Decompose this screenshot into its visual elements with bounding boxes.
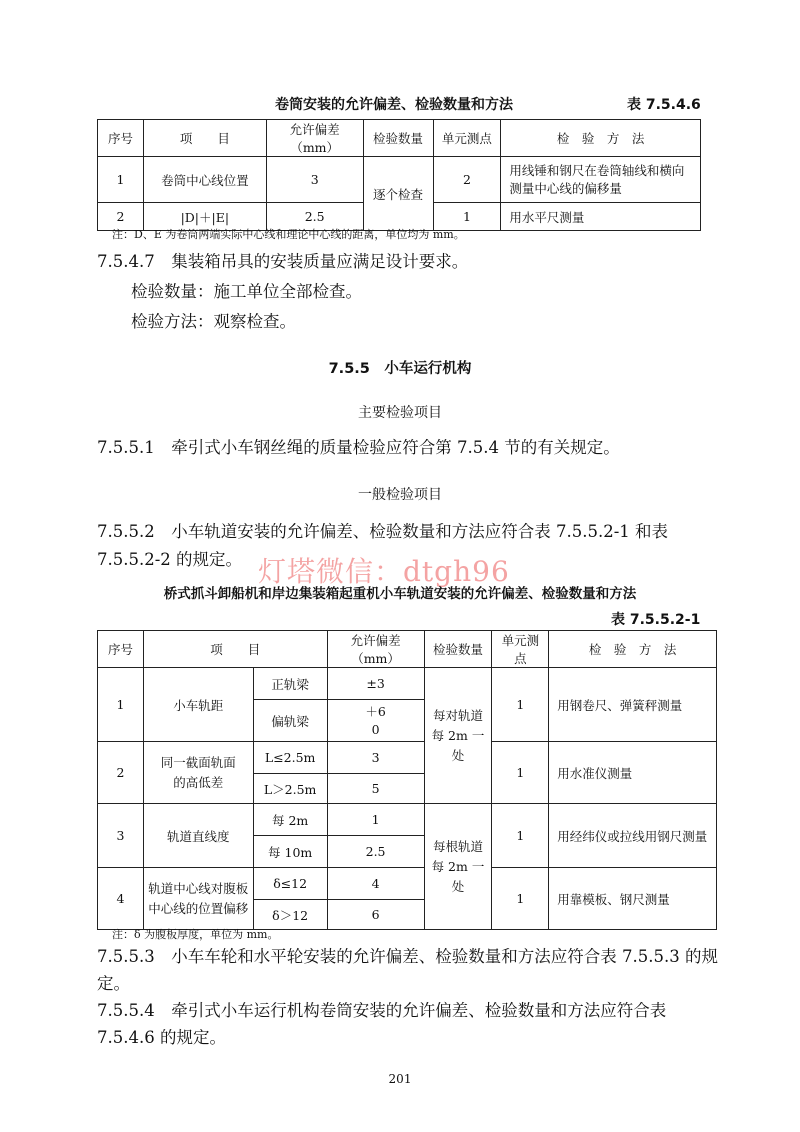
item-line2: 中心线的位置偏移 <box>148 900 249 916</box>
table1 <box>97 119 701 231</box>
cell-no: 3 <box>98 804 144 868</box>
cell-no: 1 <box>98 157 144 203</box>
cell-tolerance: 3 <box>266 157 363 203</box>
cell-quantity-merged-a <box>424 668 492 804</box>
table2-caption: 桥式抓斗卸船机和岸边集装箱起重机小车轨道安装的允许偏差、检验数量和方法 <box>163 586 637 602</box>
cell-method: 用水平尺测量 <box>501 203 701 231</box>
main-items-heading: 主要检验项目 <box>358 405 442 421</box>
clause-7554-line1: 7.5.5.4 牵引式小车运行机构卷筒安装的允许偏差、检验数量和方法应符合表 <box>97 1001 667 1020</box>
cell-item: 轨道直线度 <box>143 804 253 868</box>
general-items-heading: 一般检验项目 <box>358 487 442 503</box>
table2-header-row <box>98 631 717 668</box>
cell-points: 1 <box>492 668 549 742</box>
cell-tolerance <box>327 700 424 742</box>
table2-number: 表 7.5.5.2-1 <box>611 612 701 628</box>
cell-subitem: 正轨梁 <box>253 668 327 700</box>
cell-tolerance: ±3 <box>327 668 424 700</box>
cell-method: 用钢卷尺、弹簧秤测量 <box>549 668 717 742</box>
table-row <box>98 157 701 203</box>
table1-header-row <box>98 120 701 157</box>
table2 <box>97 630 717 930</box>
header-quantity: 检验数量 <box>424 631 492 668</box>
table-row <box>98 804 717 836</box>
cell-method: 用经纬仪或拉线用钢尺测量 <box>549 804 717 868</box>
cell-method: 用线锤和钢尺在卷筒轴线和横向测量中心线的偏移量 <box>501 157 701 203</box>
cell-method: 用水准仪测量 <box>549 742 717 804</box>
header-no: 序号 <box>98 631 144 668</box>
cell-quantity-merged: 逐个检查 <box>363 157 433 231</box>
header-no: 序号 <box>98 120 144 157</box>
cell-item <box>143 742 253 804</box>
qty-a-line2: 每 2m 一处 <box>431 727 485 763</box>
cell-points: 1 <box>492 804 549 868</box>
cell-tolerance: 1 <box>327 804 424 836</box>
clause-7552-line2: 7.5.5.2-2 的规定。 <box>97 550 243 569</box>
item-line2: 的高低差 <box>173 774 224 790</box>
header-tolerance: 允许偏差（mm） <box>327 631 424 668</box>
qty-b-line2: 每 2m 一处 <box>431 858 485 894</box>
cell-item: |D|＋|E| <box>143 203 266 231</box>
table-row <box>98 668 717 700</box>
table1-caption: 卷筒安装的允许偏差、检验数量和方法 <box>275 97 513 113</box>
tolerance-upper: ＋6 <box>365 703 386 719</box>
cell-no: 2 <box>98 742 144 804</box>
table2-note: 注：δ 为腹板厚度，单位为 mm。 <box>112 928 279 941</box>
item-line1: 同一截面轨面 <box>160 754 236 770</box>
cell-subitem: 每 10m <box>253 836 327 868</box>
table-row <box>98 742 717 774</box>
clause-7553-line2: 定。 <box>97 974 130 993</box>
item-line1: 轨道中心线对腹板 <box>148 880 249 896</box>
qty-b-line1: 每根轨道 <box>432 838 483 854</box>
cell-tolerance: 2.5 <box>266 203 363 231</box>
cell-no: 1 <box>98 668 144 742</box>
clause-7551: 7.5.5.1 牵引式小车钢丝绳的质量检验应符合第 7.5.4 节的有关规定。 <box>97 438 620 457</box>
qty-a-line1: 每对轨道 <box>432 707 483 723</box>
cell-no: 4 <box>98 868 144 930</box>
cell-tolerance: 4 <box>327 868 424 900</box>
header-item: 项 目 <box>143 120 266 157</box>
clause-7547-qty: 检验数量：施工单位全部检查。 <box>131 282 362 301</box>
header-method: 检 验 方 法 <box>549 631 717 668</box>
cell-points: 1 <box>492 742 549 804</box>
cell-subitem: δ≤12 <box>253 868 327 900</box>
cell-item: 小车轨距 <box>143 668 253 742</box>
page-number: 201 <box>388 1072 412 1086</box>
cell-item <box>143 868 253 930</box>
header-tolerance: 允许偏差（mm） <box>266 120 363 157</box>
cell-item: 卷筒中心线位置 <box>143 157 266 203</box>
clause-7547-method: 检验方法：观察检查。 <box>131 312 296 331</box>
cell-subitem: L≤2.5m <box>253 742 327 774</box>
cell-points: 1 <box>433 203 501 231</box>
cell-tolerance: 5 <box>327 774 424 804</box>
cell-subitem: L＞2.5m <box>253 774 327 804</box>
header-item: 项 目 <box>143 631 327 668</box>
cell-subitem: 每 2m <box>253 804 327 836</box>
table1-note: 注：D、E 为卷筒两端实际中心线和理论中心线的距离，单位均为 mm。 <box>112 228 465 241</box>
section-title: 7.5.5 小车运行机构 <box>328 361 472 377</box>
clause-7547: 7.5.4.7 集装箱吊具的安装质量应满足设计要求。 <box>97 252 469 271</box>
cell-method: 用靠模板、钢尺测量 <box>549 868 717 930</box>
header-points: 单元测点 <box>492 631 549 668</box>
watermark: 灯塔微信：dtgh96 <box>258 555 510 588</box>
table1-number: 表 7.5.4.6 <box>627 97 701 113</box>
cell-no: 2 <box>98 203 144 231</box>
header-method: 检 验 方 法 <box>501 120 701 157</box>
cell-points: 2 <box>433 157 501 203</box>
clause-7552-line1: 7.5.5.2 小车轨道安装的允许偏差、检验数量和方法应符合表 7.5.5.2-1 和表 <box>97 522 669 541</box>
cell-subitem: δ＞12 <box>253 900 327 930</box>
clause-7553-line1: 7.5.5.3 小车车轮和水平轮安装的允许偏差、检验数量和方法应符合表 7.5.5.3 的规 <box>97 947 718 966</box>
clause-7554-line2: 7.5.4.6 的规定。 <box>97 1028 226 1047</box>
header-quantity: 检验数量 <box>363 120 433 157</box>
cell-quantity-merged-b <box>424 804 492 930</box>
header-points: 单元测点 <box>433 120 501 157</box>
cell-subitem: 偏轨梁 <box>253 700 327 742</box>
tolerance-lower: 0 <box>371 721 380 737</box>
table-row <box>98 868 717 900</box>
cell-tolerance: 2.5 <box>327 836 424 868</box>
cell-tolerance: 3 <box>327 742 424 774</box>
cell-tolerance: 6 <box>327 900 424 930</box>
cell-points: 1 <box>492 868 549 930</box>
